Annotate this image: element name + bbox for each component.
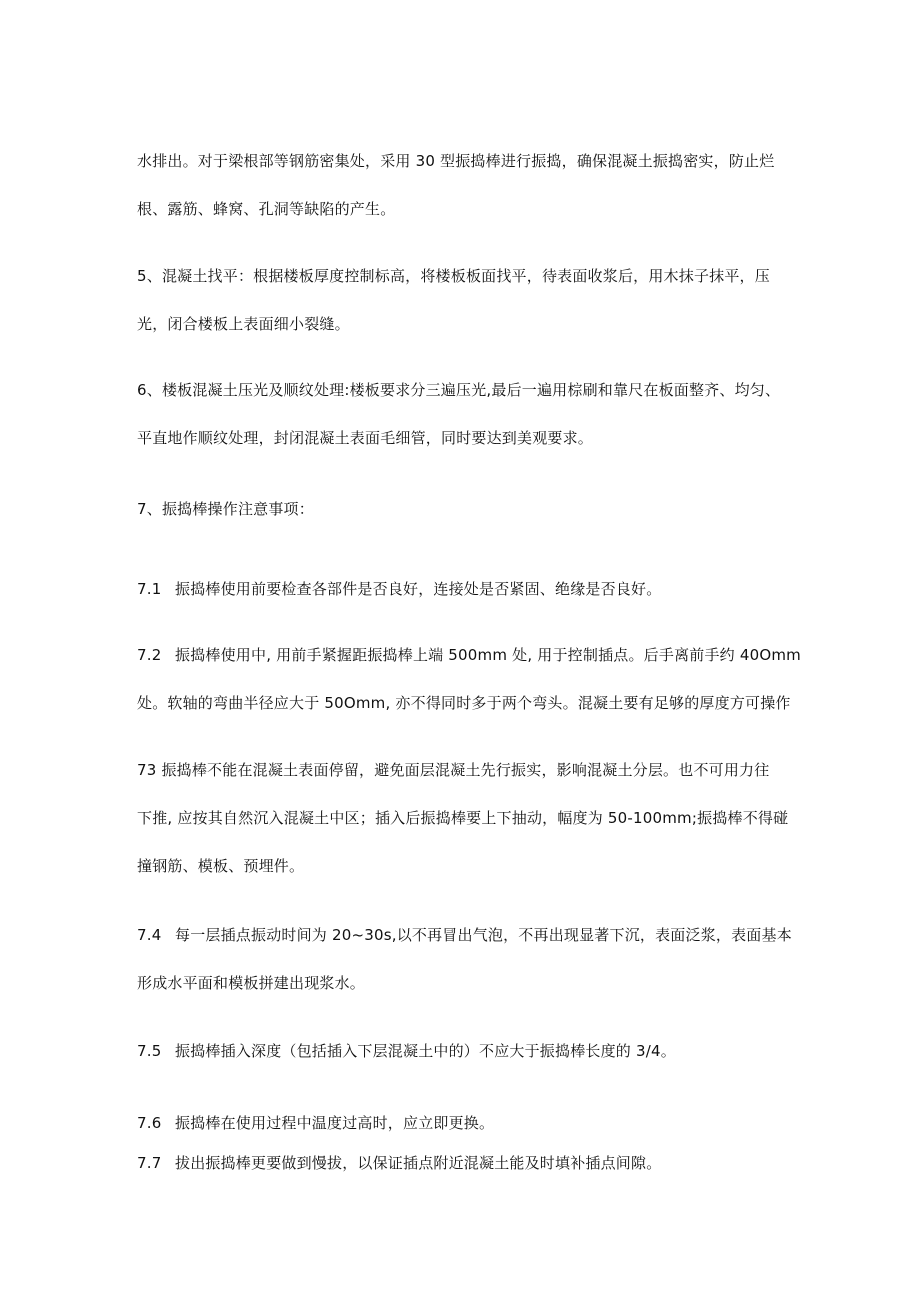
item-7-2-text: 振捣棒使用中, 用前手紧握距振捣棒上端 500mm 处, 用于控制插点。后手离前手约 40Omm [175, 646, 801, 664]
paragraph-6-line-2: 平直地作顺纹处理，封闭混凝土表面毛细管，同时要达到美观要求。 [137, 429, 594, 447]
item-7-4-line-1 [137, 925, 792, 945]
item-7-4-line-2: 形成水平面和模板拼建出现浆水。 [137, 974, 366, 992]
item-7-2-line-1 [137, 645, 801, 665]
item-7-7-text: 拔出振捣棒更要做到慢拔，以保证插点附近混凝土能及时填补插点间隙。 [175, 1154, 662, 1172]
item-7-1 [137, 579, 661, 599]
item-7-7 [137, 1153, 661, 1173]
item-7-3-line-3: 撞钢筋、模板、预埋件。 [137, 857, 305, 875]
item-7-7-number: 7.7 [137, 1154, 162, 1172]
item-7-5-text: 振捣棒插入深度（包括插入下层混凝土中的）不应大于振捣棒长度的 3/4。 [175, 1042, 676, 1060]
item-7-1-number: 7.1 [137, 580, 162, 598]
paragraph-continuation-line-2: 根、露筋、蜂窝、孔洞等缺陷的产生。 [137, 200, 396, 218]
item-7-5 [137, 1041, 676, 1061]
item-7-1-text: 振捣棒使用前要检查各部件是否良好，连接处是否紧固、绝缘是否良好。 [175, 580, 662, 598]
item-7-4-number: 7.4 [137, 926, 162, 944]
item-7-2-line-2: 处。软轴的弯曲半径应大于 50Omm, 亦不得同时多于两个弯头。混凝土要有足够的厚度方可操作 [137, 694, 791, 712]
item-7-2-number: 7.2 [137, 646, 162, 664]
paragraph-5-line-1: 5、混凝土找平：根据楼板厚度控制标高，将楼板板面找平，待表面收浆后，用木抹子抹平，压 [137, 267, 770, 285]
item-7-4-text: 每一层插点振动时间为 20~30s,以不再冒出气泡，不再出现显著下沉，表面泛浆，表面基本 [175, 926, 792, 944]
item-7-3-line-2: 下推, 应按其自然沉入混凝土中区；插入后振捣棒要上下抽动，幅度为 50-100mm;振捣棒不得碰 [137, 809, 789, 827]
item-7-3-line-1: 73 振捣棒不能在混凝土表面停留，避免面层混凝土先行振实，影响混凝土分层。也不可用力往 [137, 761, 770, 779]
paragraph-continuation-line-1: 水排出。对于梁根部等钢筋密集处，采用 30 型振捣棒进行振捣，确保混凝土振捣密实，防止烂 [137, 152, 775, 170]
paragraph-5-line-2: 光，闭合楼板上表面细小裂缝。 [137, 315, 350, 333]
item-7-6 [137, 1113, 494, 1133]
item-7-5-number: 7.5 [137, 1042, 162, 1060]
item-7-6-text: 振捣棒在使用过程中温度过高时，应立即更换。 [175, 1114, 495, 1132]
paragraph-7-heading: 7、振捣棒操作注意事项： [137, 500, 314, 518]
paragraph-6-line-1: 6、楼板混凝土压光及顺纹处理:楼板要求分三遍压光,最后一遍用棕刷和靠尺在板面整齐、均匀、 [137, 381, 781, 399]
item-7-6-number: 7.6 [137, 1114, 162, 1132]
